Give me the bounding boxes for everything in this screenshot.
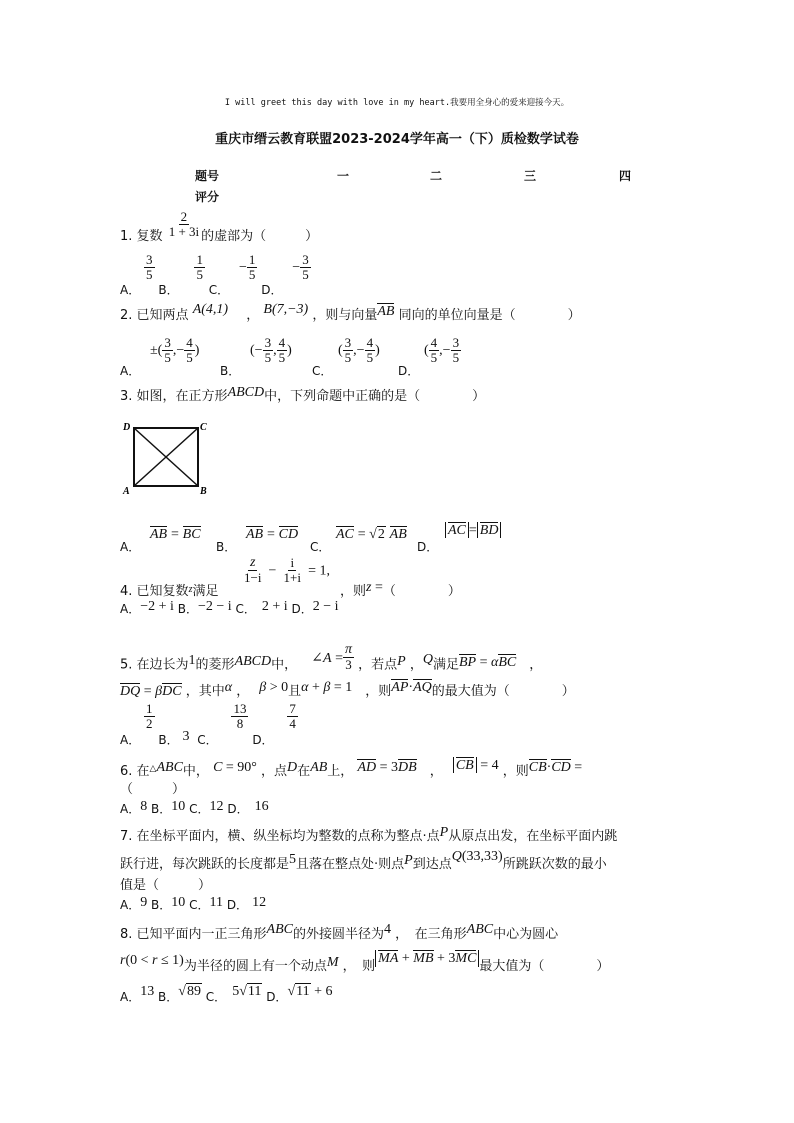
option-d: ( $\frac{4}{5}$ ,− $\frac{3}{5}$ — [424, 335, 460, 365]
label-d: D — [123, 422, 131, 433]
option-b: √89 — [178, 984, 201, 999]
label-c: C — [200, 422, 207, 433]
options-q8: A．13 B．√89 C． 5√11 D．√11 + 6 — [120, 984, 333, 1004]
option-b: $\frac{1}{5}$ — [196, 252, 203, 282]
option-c: 2 + i — [261, 599, 288, 614]
q4-tail: ，则z =（ ） — [340, 580, 461, 599]
options-q1: A． $\frac{3}{5}$ B． $\frac{1}{5}$ C． − $\frac{1}{5}$ D． − $\frac{3}{5}$ — [120, 252, 309, 297]
option-a: 9 — [140, 895, 148, 910]
question-7-line3: 值是（ ） — [120, 878, 212, 893]
exam-title: 重庆市缙云教育联盟2023-2024学年高一（下）质检数学试卷 — [215, 132, 579, 147]
question-2: 2. 已知两点 A(4,1) ， B(7,−3) ，则与向量AB 同向的单位向量是（ ） — [120, 302, 581, 323]
question-1: 1. 复数 $\frac{2}{1 + 3i}$ 的虚部为（ ） — [120, 209, 319, 244]
score-col-2: 二 — [430, 169, 443, 183]
score-header-label: 题号 — [195, 169, 220, 183]
options-q3: A． AB = BC B． AB = CD C． AC = √2 AB D． AC = BD — [120, 520, 540, 550]
option-a: AB = BC — [150, 527, 201, 542]
question-number: 1. — [120, 229, 133, 244]
question-8: 8. 已知平面内一正三角形ABC的外接圆半径为4 ， 在三角形ABC中心为圆心 — [120, 922, 559, 942]
label-b: B — [200, 486, 207, 497]
question-5: 5. 在边长为1的菱形ABCD中， ∠A = $\frac{\pi}{3}$ ，若点P ，Q满足BP = αBC ， — [120, 642, 543, 673]
option-c: $\frac{13}{8}$ — [233, 701, 247, 731]
score-row-label: 评分 — [195, 190, 220, 204]
option-a: $\frac{1}{2}$ — [146, 701, 153, 731]
options-q7: A．9 B．10 C．11 D． 12 — [120, 895, 267, 912]
question-7-line2: 跃行进，每次跳跃的长度都是5且落在整点处·则点P到达点Q(33,33)所跳跃次数的最小 — [120, 849, 607, 872]
options-q5: A． $\frac{1}{2}$ B． 3 C． $\frac{13}{8}$ D． $\frac{7}{4}$ — [120, 701, 296, 747]
fraction: $\frac{2}{1 + 3i}$ — [168, 209, 200, 239]
question-8-line2: r(0 < r ≤ 1)为半径的圆上有一个动点M ， 则MA + MB + 3MC最大值为（ ） — [120, 951, 610, 974]
question-7: 7. 在坐标平面内，横、纵坐标均为整数的点称为整点·点P从原点出发，在坐标平面内跳 — [120, 825, 618, 844]
label-a: A — [123, 486, 130, 497]
options-q2: A． ±( $\frac{3}{5}$ ,− $\frac{4}{5}$ ) B． (− $\frac{3}{5}$ , $\frac{4}{5}$ ) C． ( $\frac{3}{5}$ ,− $\frac{4}{5}$ ) D． ( $\frac{4}{5}$ ,− $\frac{3}{5}$ — [120, 335, 460, 378]
option-b-letter: B． — [158, 283, 179, 297]
option-d: $\frac{7}{4}$ — [289, 701, 296, 731]
option-b: −2 − i — [197, 599, 232, 614]
option-a: 13 — [140, 984, 155, 999]
question-6: 6. 在△ABC中， C = 90° ，点D在AB上， AD = 3DB ， CB = 4 ，则CB·CD = — [120, 758, 583, 779]
option-d: 16 — [254, 799, 269, 814]
score-col-4: 四 — [619, 169, 632, 183]
question-4: 4. 已知复数$^z$满足 — [120, 584, 219, 599]
options-q6: A．8 B．10 C．12 D． 16 — [120, 799, 269, 816]
option-b: 3 — [182, 729, 190, 744]
score-col-1: 一 — [337, 169, 350, 183]
option-b: 10 — [171, 799, 186, 814]
square-figure — [120, 418, 210, 498]
option-c-letter: C． — [208, 283, 230, 297]
question-3: 3. 如图，在正方形ABCD中，下列命题中正确的是（ ） — [120, 385, 486, 404]
option-c: $\frac{1}{5}$ — [248, 252, 256, 282]
option-a: −2 + i — [140, 599, 174, 614]
score-col-3: 三 — [524, 169, 537, 183]
option-c: ( $\frac{3}{5}$ ,− $\frac{4}{5}$ ) — [338, 335, 380, 365]
option-d: 12 — [252, 895, 267, 910]
option-d: AC = BD — [445, 522, 501, 539]
option-a: 8 — [140, 799, 148, 814]
option-a-letter: A． — [120, 283, 141, 297]
option-b: (− $\frac{3}{5}$ , $\frac{4}{5}$ ) — [250, 335, 292, 365]
option-c: 5√11 — [232, 984, 262, 999]
option-d: $\frac{3}{5}$ — [302, 252, 309, 282]
question-5-line2: DQ = βDC ，其中α ， β > 0且α + β = 1 ，则AP·AQ的最大值为（ ） — [120, 680, 575, 699]
option-b: AB = CD — [246, 527, 299, 542]
option-a: ±( $\frac{3}{5}$ ,− $\frac{4}{5}$ ) — [150, 335, 200, 365]
option-d: √11 + 6 — [287, 984, 333, 999]
option-c: AC = √2 AB — [336, 527, 407, 542]
option-d-letter: D． — [261, 283, 283, 297]
q4-equation: $\frac{z}{1-i}$ − $\frac{i}{1+i}$ = 1, — [244, 554, 330, 585]
option-c: 12 — [209, 799, 224, 814]
option-a: $\frac{3}{5}$ — [146, 252, 153, 282]
option-d: 2 − i — [312, 599, 339, 614]
options-q4: A．−2 + i B．−2 − i C． 2 + i D．2 − i — [120, 599, 339, 616]
question-6-line2: （ ） — [120, 782, 186, 797]
motto: I will greet this day with love in my heart.我要用全身心的爱来迎接今天。 — [224, 98, 570, 108]
option-c: 11 — [209, 895, 223, 910]
option-b: 10 — [171, 895, 186, 910]
